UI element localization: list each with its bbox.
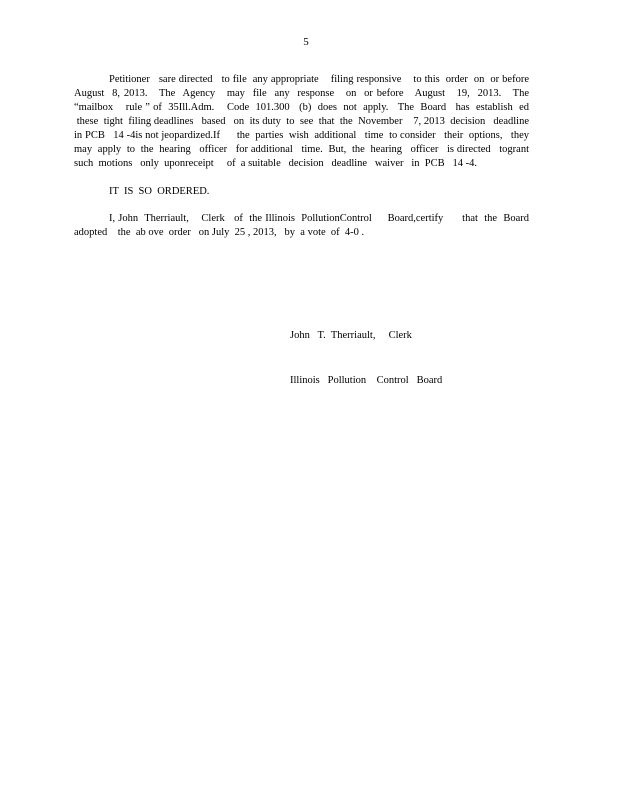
paragraph-line: “mailbox rule ” of 35Ill.Adm. Code 101.300 (b) does not apply. The Board has establish ed (74, 102, 529, 113)
signature-org: Illinois Pollution Control Board (290, 375, 443, 386)
signature-name: John T. Therriault, Clerk (290, 330, 412, 341)
signature-block (290, 298, 442, 418)
paragraph-line: August 8, 2013. The Agency may file any response on or before August 19, 2013. The (74, 88, 529, 99)
certification-paragraph (74, 212, 529, 240)
paragraph-line: in PCB 14 -4is not jeopardized.If the parties wish additional time to consider their options, they (74, 130, 529, 141)
order-paragraph (74, 185, 529, 199)
paragraph-line: I, John Therriault, Clerk of the Illinois PollutionControl Board,certify that the Board (109, 213, 529, 224)
paragraph-line: IT IS SO ORDERED. (109, 186, 210, 197)
page-number: 5 (303, 36, 309, 48)
paragraph-line: such motions only uponreceipt of a suitable decision deadline waiver in PCB 14 -4. (74, 158, 478, 169)
paragraph-line: may apply to the hearing officer for additional time. But, the hearing officer is directed togrant (74, 144, 529, 155)
deadline-paragraph (74, 73, 529, 171)
paragraph-line: Petitioner sare directed to file any appropriate filing responsive to this order on or before (109, 74, 529, 85)
paragraph-line: these tight filing deadlines based on its duty to see that the November 7, 2013 decision deadline (74, 116, 529, 127)
paragraph-line: adopted the ab ove order on July 25 , 2013, by a vote of 4-0 . (74, 227, 365, 238)
